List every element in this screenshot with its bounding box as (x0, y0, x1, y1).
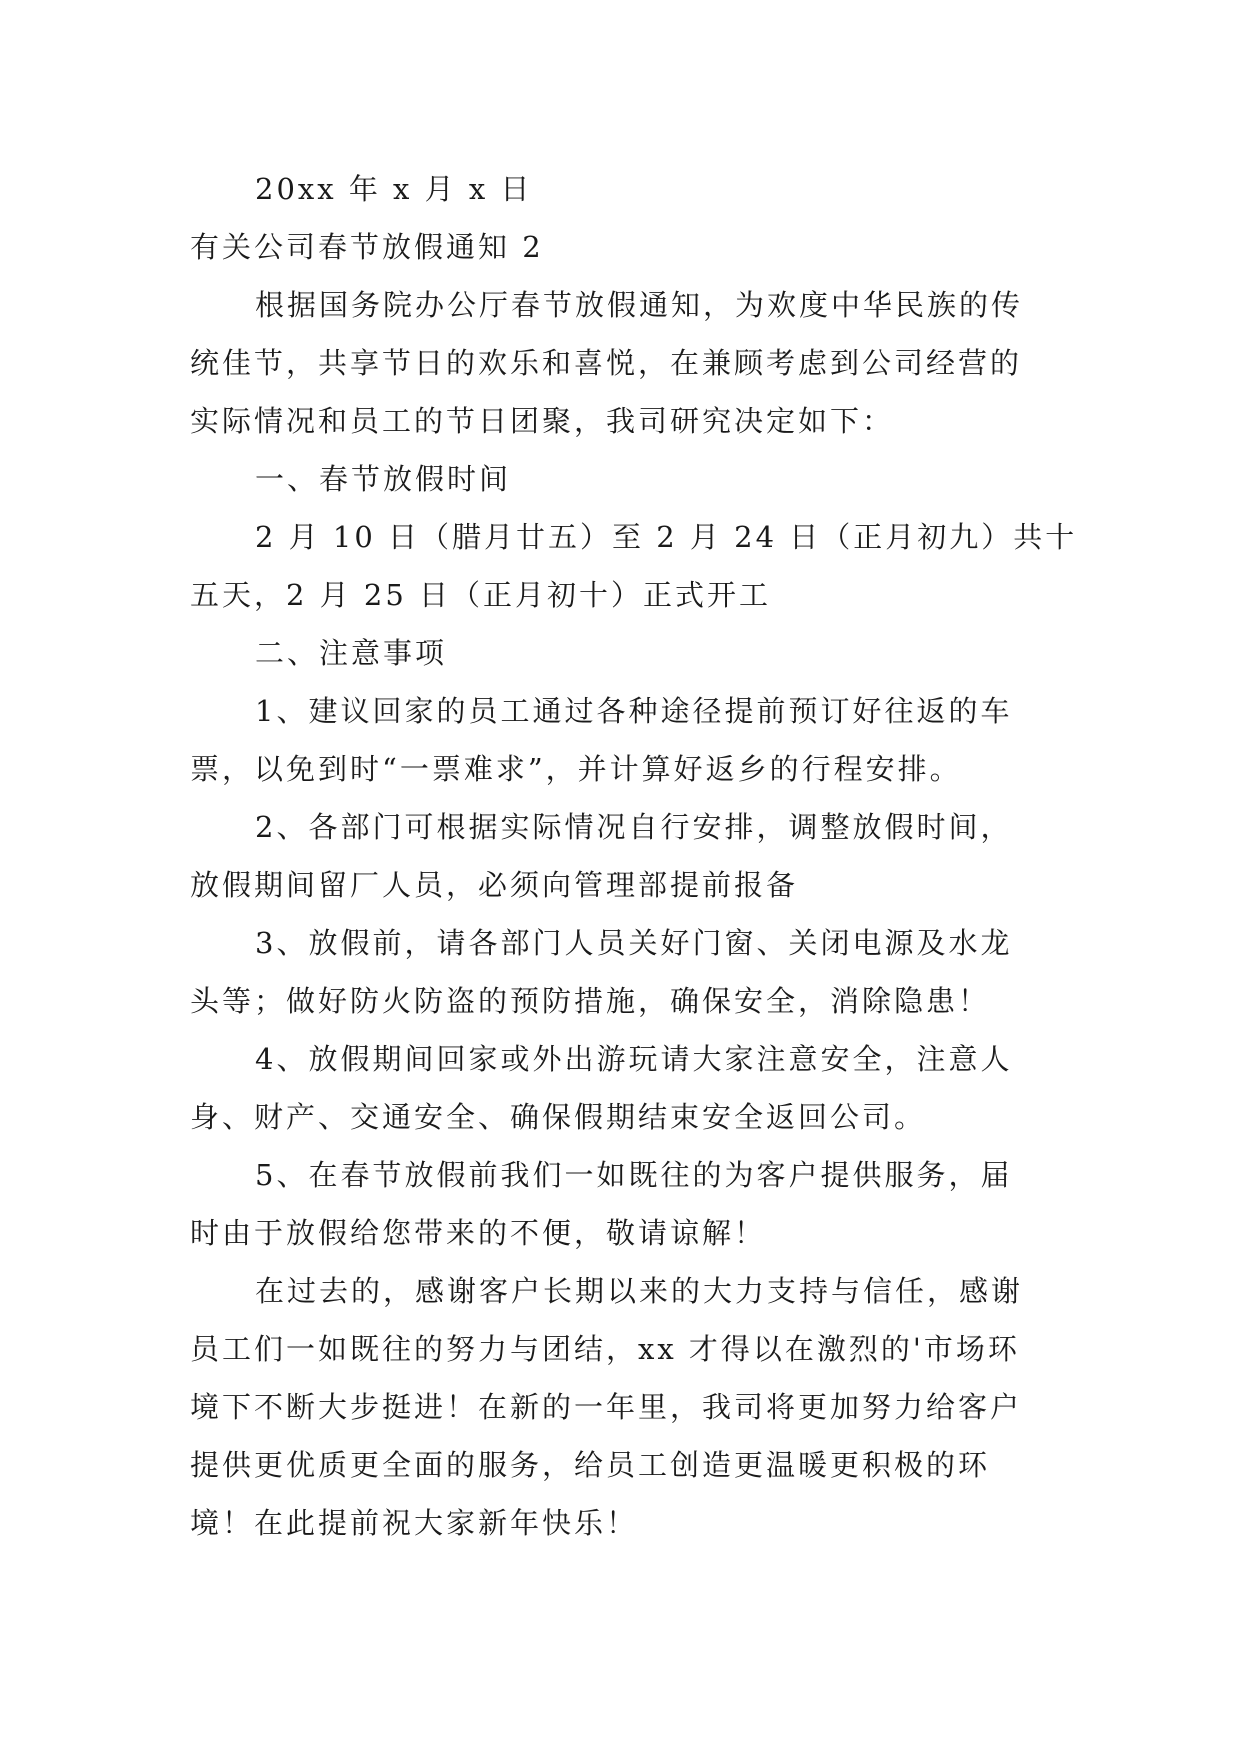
list-item-line: 放假期间留厂人员，必须向管理部提前报备 (190, 868, 799, 902)
paragraph-line: 员工们一如既往的努力与团结，xx 才得以在激烈的'市场环 (190, 1332, 1020, 1366)
paragraph-line: 根据国务院办公厅春节放假通知，为欢度中华民族的传 (255, 288, 1024, 322)
list-item-line: 4、放假期间回家或外出游玩请大家注意安全，注意人 (255, 1042, 1013, 1076)
list-item-line: 3、放假前，请各部门人员关好门窗、关闭电源及水龙 (255, 926, 1013, 960)
date-line: 20xx 年 x 月 x 日 (255, 172, 533, 206)
list-item-line: 5、在春节放假前我们一如既往的为客户提供服务，届 (255, 1158, 1013, 1192)
section-heading: 二、注意事项 (255, 636, 448, 670)
list-item-line: 2、各部门可根据实际情况自行安排，调整放假时间， (255, 810, 1013, 844)
paragraph-line: 实际情况和员工的节日团聚，我司研究决定如下： (190, 404, 895, 438)
paragraph-line: 五天，2 月 25 日（正月初十）正式开工 (190, 578, 772, 612)
list-item-line: 头等；做好防火防盗的预防措施，确保安全，消除隐患！ (190, 984, 991, 1018)
paragraph-line: 统佳节，共享节日的欢乐和喜悦，在兼顾考虑到公司经营的 (190, 346, 1023, 380)
section-heading: 一、春节放假时间 (255, 462, 512, 496)
document-title: 有关公司春节放假通知 2 (190, 230, 544, 264)
paragraph-line: 境！在此提前祝大家新年快乐！ (190, 1506, 639, 1540)
paragraph-line: 在过去的，感谢客户长期以来的大力支持与信任，感谢 (255, 1274, 1024, 1308)
paragraph-line: 2 月 10 日（腊月廿五）至 2 月 24 日（正月初九）共十 (255, 520, 1078, 554)
list-item-line: 票，以免到时“一票难求”，并计算好返乡的行程安排。 (190, 752, 962, 786)
list-item-line: 1、建议回家的员工通过各种途径提前预订好往返的车 (255, 694, 1013, 728)
document-body (190, 160, 1078, 1552)
list-item-line: 身、财产、交通安全、确保假期结束安全返回公司。 (190, 1100, 927, 1134)
paragraph-line: 境下不断大步挺进！在新的一年里，我司将更加努力给客户 (190, 1390, 1023, 1424)
paragraph-line: 提供更优质更全面的服务，给员工创造更温暖更积极的环 (190, 1448, 991, 1482)
list-item-line: 时由于放假给您带来的不便，敬请谅解！ (190, 1216, 767, 1250)
